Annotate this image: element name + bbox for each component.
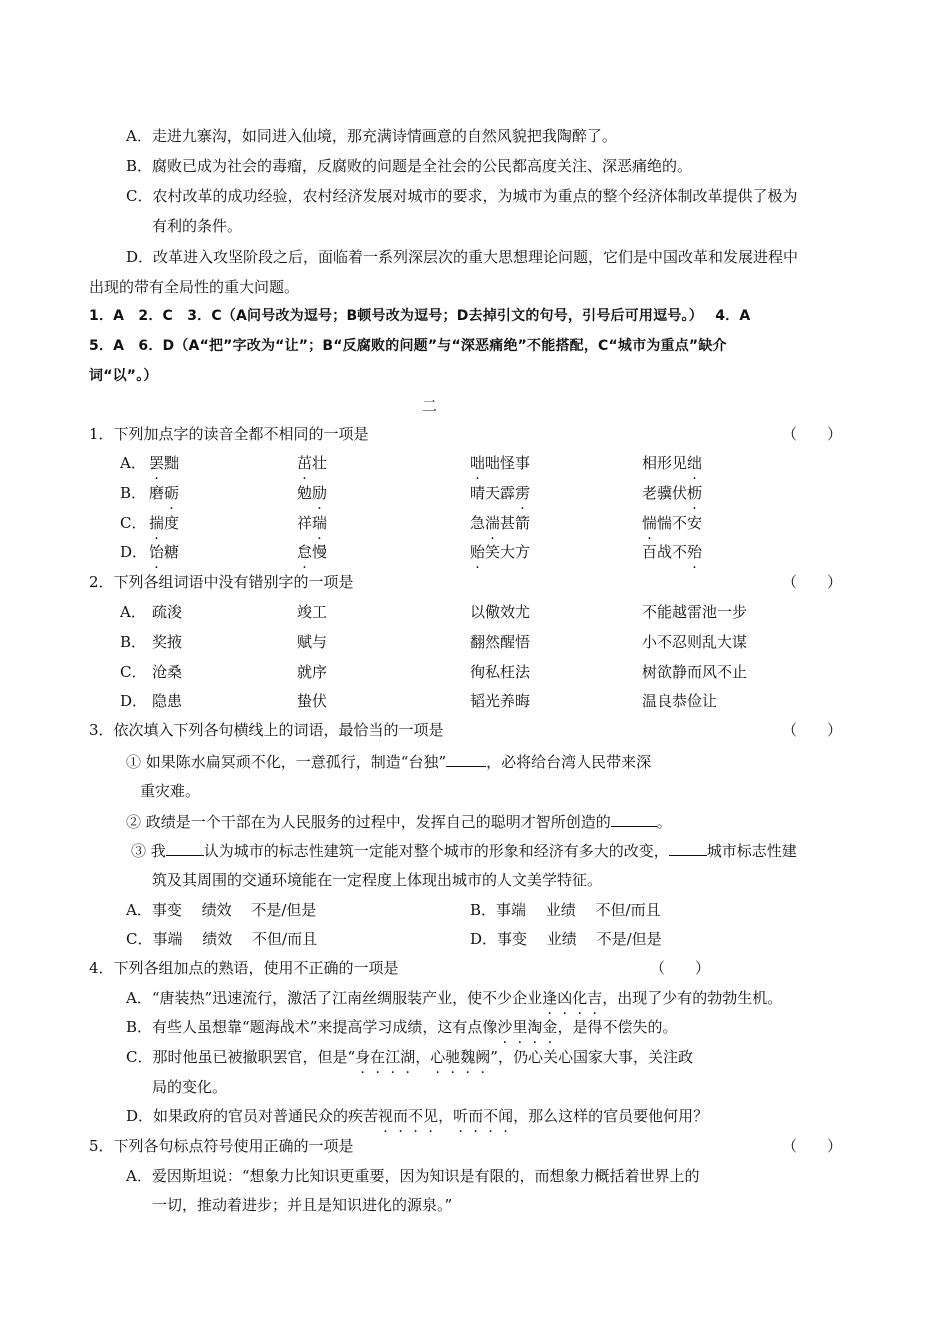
q2-b-w1: 奖掖 [152, 633, 183, 651]
q3-sentence-2: ② 政绩是一个干部在为人民服务的过程中，发挥自己的聪明才智所创造的 。 [126, 813, 672, 831]
q1-c-w3: 急湍甚箭 [470, 514, 531, 532]
q4-answer-paren: （ ） [650, 959, 711, 977]
section-heading: 二 [422, 397, 438, 415]
q3-sentence-3: ③ 我 认为城市的标志性建筑一定能对整个城市的形象和经济有多大的改变， 城市标志性建 [131, 842, 797, 860]
q1-stem: 1．下列加点字的读音全都不相同的一项是 [89, 425, 369, 443]
q3-option-a: A．事变 绩效 不是/但是 [126, 901, 317, 919]
q2-b-w2: 赋与 [297, 633, 328, 651]
q3-answer-paren: （ ） [782, 721, 843, 739]
answer-line-3: 词“以”。） [89, 368, 158, 384]
q4-a-idiom: 逢凶化吉 [542, 989, 603, 1007]
q1-d-w2: 怠慢 [297, 543, 328, 561]
q4-b-idiom: 沙里淘金 [497, 1018, 558, 1036]
q2-d-w1: 隐患 [152, 692, 183, 710]
q3-stem: 3．依次填入下列各句横线上的词语，最恰当的一项是 [89, 721, 444, 739]
q2-answer-paren: （ ） [782, 573, 843, 591]
q5-option-a: A．爱因斯坦说：“想象力比知识更重要，因为知识是有限的，而想象力概括着世界上的 [126, 1167, 700, 1185]
q1-b-w1: 磨砺 [149, 484, 180, 502]
q3-blank-1 [446, 751, 486, 767]
q3-option-d: D．事变 业绩 不是/但是 [470, 930, 662, 948]
q1-c-w1: 揣度 [149, 514, 180, 532]
q2-b-w4: 小不忍则乱大谋 [642, 633, 748, 651]
q2-d-letter: D． [120, 692, 148, 710]
section1-option-c: C．农村改革的成功经验，农村经济发展对城市的要求，为城市为重点的整个经济体制改革提供了极为 [126, 187, 798, 205]
q2-a-w3: 以儆效尤 [470, 603, 531, 621]
q3-sentence-3-cont: 筑及其周围的交通环境能在一定程度上体现出城市的人文美学特征。 [152, 871, 603, 889]
q2-c-letter: C． [120, 663, 147, 681]
q1-a-w3: 咄咄怪事 [470, 454, 531, 472]
q2-c-w2: 就序 [297, 663, 328, 681]
q1-a-w1-dotted: 罢 [149, 454, 165, 472]
q4-option-c-cont: 局的变化。 [152, 1078, 228, 1096]
q1-b-w3: 晴天霹雳 [470, 484, 531, 502]
q5-stem: 5．下列各句标点符号使用正确的一项是 [89, 1137, 354, 1155]
q1-d-w3: 贻笑大方 [470, 543, 531, 561]
q1-a-w4: 相形见绌 [642, 454, 703, 472]
q2-b-w3: 翻然醒悟 [470, 633, 531, 651]
q4-option-c: C．那时他虽已被撤职罢官，但是“身在江湖，心驰魏阙”，仍心关心国家大事，关注政 [126, 1048, 693, 1066]
q1-c-letter: C． [120, 514, 147, 532]
q3-option-c: C．事端 绩效 不但/而且 [126, 930, 318, 948]
section1-option-b: B．腐败已成为社会的毒瘤，反腐败的问题是全社会的公民都高度关注、深恶痛绝的。 [126, 157, 693, 175]
q1-d-w4: 百战不殆 [642, 543, 703, 561]
q1-a-w2: 茁壮 [297, 454, 328, 472]
q2-stem: 2．下列各组词语中没有错别字的一项是 [89, 573, 354, 591]
q1-d-w1: 饴糖 [149, 543, 180, 561]
q1-d-letter: D． [120, 543, 148, 561]
q3-blank-3 [166, 840, 204, 856]
q3-option-b: B．事端 业绩 不但/而且 [470, 901, 661, 919]
q2-a-letter: A． [120, 603, 146, 621]
q2-c-w4: 树欲静而风不止 [642, 663, 748, 681]
q2-d-w2: 蛰伏 [297, 692, 328, 710]
q2-d-w3: 韬光养晦 [470, 692, 531, 710]
section1-option-d: D．改革进入攻坚阶段之后，面临着一系列深层次的重大思想理论问题，它们是中国改革和发展进程中 [126, 248, 799, 266]
q3-blank-2 [611, 811, 657, 827]
section1-option-a: A．走进九寨沟，如同进入仙境，那充满诗情画意的自然风貌把我陶醉了。 [126, 127, 617, 145]
q2-a-w4: 不能越雷池一步 [642, 603, 748, 621]
q2-a-w1: 疏浚 [152, 603, 183, 621]
q1-b-w2: 勉励 [297, 484, 328, 502]
q4-option-d: D．如果政府的官员对普通民众的疾苦视而不见，听而不闻，那么这样的官员要他何用？ [126, 1107, 709, 1125]
q3-sentence-1: ① 如果陈水扁冥顽不化，一意孤行，制造“台独” ，必将给台湾人民带来深 [126, 753, 652, 771]
q1-b-w4: 老骥伏枥 [642, 484, 703, 502]
q2-b-letter: B． [120, 633, 147, 651]
section1-option-d-cont: 出现的带有全局性的重大问题。 [89, 278, 300, 296]
q5-option-a-cont: 一切，推动着进步；并且是知识进化的源泉。” [152, 1196, 453, 1214]
q3-sentence-1-cont: 重灾难。 [140, 782, 201, 800]
q3-blank-4 [669, 840, 707, 856]
q1-b-letter: B． [120, 484, 147, 502]
q1-c-w4: 惴惴不安 [642, 514, 703, 532]
q1-a-letter: A． [120, 454, 146, 472]
q2-d-w4: 温良恭俭让 [642, 692, 718, 710]
q4-stem: 4．下列各组加点的熟语，使用不正确的一项是 [89, 959, 399, 977]
q1-c-w2: 祥瑞 [297, 514, 328, 532]
answer-line-1: 1．A 2．C 3．C（A问号改为逗号；B顿号改为逗号；D去掉引文的句号，引号后可用逗号。） 4．A [89, 308, 751, 324]
q4-option-b: B．有些人虽想靠“题海战术”来提高学习成绩，这有点像沙里淘金，是得不偿失的。 [126, 1018, 678, 1036]
q5-answer-paren: （ ） [782, 1137, 843, 1155]
q2-a-w2: 竣工 [297, 603, 328, 621]
q4-d-idiom-2: 听而不闻 [453, 1107, 514, 1125]
q4-option-a: A．“唐装热”迅速流行，激活了江南丝绸服装产业，使不少企业逢凶化吉，出现了少有的勃勃生机。 [126, 989, 783, 1007]
q1-answer-paren: （ ） [782, 425, 843, 443]
q2-c-w1: 沧桑 [152, 663, 183, 681]
q4-c-idiom: 身在江湖，心驰魏阙 [355, 1048, 491, 1066]
section1-option-c-cont: 有利的条件。 [152, 217, 243, 235]
q2-c-w3: 徇私枉法 [470, 663, 531, 681]
q4-d-idiom-1: 视而不见 [378, 1107, 439, 1125]
q1-a-w1: 罢黜 [149, 454, 180, 472]
answer-line-2: 5．A 6．D（A“把”字改为“让”；B“反腐败的问题”与“深恶痛绝”不能搭配，C“城市为重点”缺介 [89, 338, 727, 354]
